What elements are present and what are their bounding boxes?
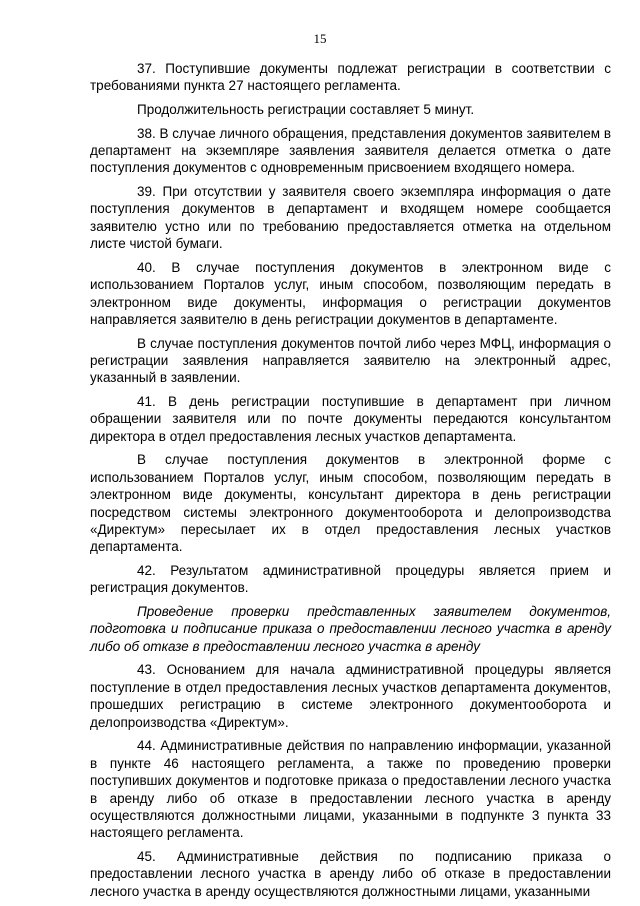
paragraph: 37. Поступившие документы подлежат регистрации в соответствии с требованиями пункта 27 настоящего регламента. [90, 61, 611, 94]
paragraph: 42. Результатом административной процедуры является прием и регистрация документов. [90, 563, 611, 596]
paragraph: Продолжительность регистрации составляет 5 минут. [137, 102, 475, 117]
paragraph: В случае поступления документов в электронной форме с использованием Порталов услуг, иным способом, позволяющим передать в электронном виде документы, консультант директора в день регистрации посредством системы электронного документооборота и делопроизводства «Директум» пересылает их в отдел предоставления лесных участков департамента. [90, 452, 611, 555]
paragraph: 41. В день регистрации поступившие в департамент при личном обращении заявителя или по почте документы передаются консультантом директора в отдел предоставления лесных участков департамента. [90, 394, 611, 444]
section-heading: Проведение проверки представленных заявителем документов, подготовка и подписание приказа о предоставлении лесного участка в аренду либо об отказе в предоставлении лесного участка в аренду [90, 604, 611, 654]
page-number: 15 [313, 31, 327, 46]
paragraph: 43. Основанием для начала административной процедуры является поступление в отдел предоставления лесных участков департамента документов, прошедших регистрацию в системе электронного документооборота и делопроизводства «Директум». [90, 662, 611, 730]
document-body [90, 60, 611, 906]
paragraph: 39. При отсутствии у заявителя своего экземпляра информация о дате поступления документов в департамент и входящем номере сообщается заявителю устно или по требованию предоставляется отметка на отдельном листе чистой бумаги. [90, 184, 611, 252]
paragraph: 45. Административные действия по подписанию приказа о предоставлении лесного участка в аренду либо об отказе в предоставлении лесного участка в аренду осуществляются должностными лицами, указанными [90, 848, 611, 899]
paragraph: 38. В случае личного обращения, представления документов заявителем в департамент на экземпляре заявления заявителя делается отметка о дате поступления документов с одновременным присвоением входящего номера. [90, 125, 611, 176]
paragraph: 44. Административные действия по направлению информации, указанной в пункте 46 настоящего регламента, а также по проведению проверки поступивших документов и подготовке приказа о предоставлении лесного участка в аренду либо об отказе в предоставлении лесного участка в аренду осуществляются должностными лицами, указанными в подпункте 3 пункта 33 настоящего регламента. [90, 738, 611, 841]
paragraph: В случае поступления документов почтой либо через МФЦ, информация о регистрации заявления направляется заявителю на электронный адрес, указанный в заявлении. [90, 335, 611, 386]
paragraph: 40. В случае поступления документов в электронном виде с использованием Порталов услуг, иным способом, позволяющим передать в электронном виде документы, информация о регистрации документов направляется заявителю в день регистрации документов в департаменте. [90, 259, 611, 328]
